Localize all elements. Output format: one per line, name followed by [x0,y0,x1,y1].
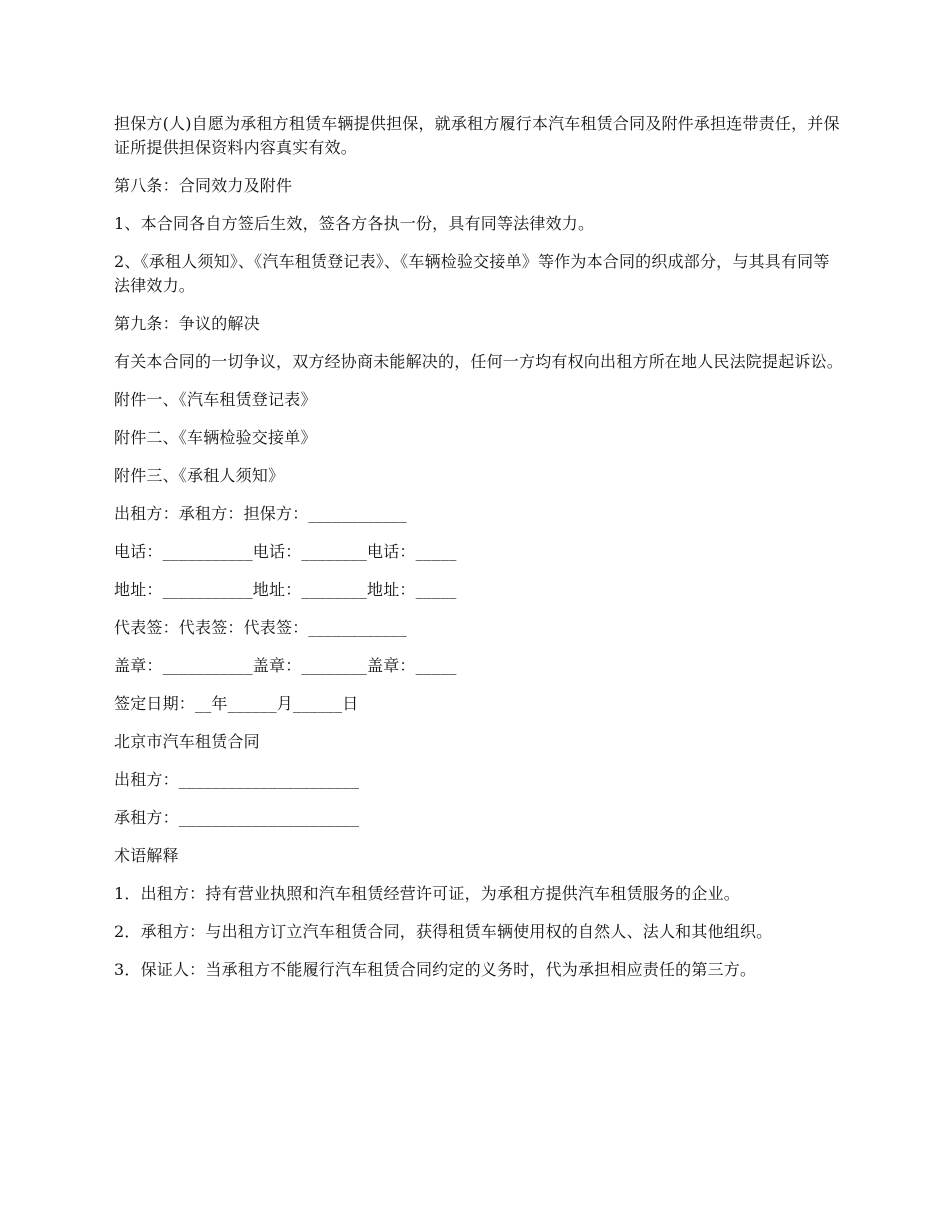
article-8-item-2: 2、《承租人须知》、《汽车租赁登记表》、《车辆检验交接单》等作为本合同的织成部分，与其具有同等法律效力。 [114,252,830,295]
signing-date-line: 签定日期：__年______月______日 [114,694,359,713]
document-page [114,112,844,996]
attachment-2: 附件二、《车辆检验交接单》 [114,428,317,447]
article-9-heading: 第九条：争议的解决 [114,314,260,333]
lessee-line: 承租方：______________________ [114,808,360,827]
address-line: 地址：___________地址：________地址：_____ [114,580,457,599]
phone-line: 电话：___________电话：________电话：_____ [114,542,457,561]
contract-title: 北京市汽车租赁合同 [114,732,260,751]
parties-line: 出租方：承租方：担保方：____________ [114,504,407,523]
lessor-line: 出租方：______________________ [114,770,360,789]
article-9-body: 有关本合同的一切争议，双方经协商未能解决的，任何一方均有权向出租方所在地人民法院提起诉讼。 [114,352,844,371]
article-8-item-1: 1、本合同各自方签后生效，签各方各执一份，具有同等法律效力。 [114,214,595,233]
representative-signature-line: 代表签：代表签：代表签：____________ [114,618,407,637]
article-8-heading: 第八条：合同效力及附件 [114,176,293,195]
attachment-3: 附件三、《承租人须知》 [114,466,285,485]
terminology-heading: 术语解释 [114,846,179,865]
seal-line: 盖章：___________盖章：________盖章：_____ [114,656,457,675]
attachment-1: 附件一、《汽车租赁登记表》 [114,390,317,409]
term-lessor-definition: 1．出租方：持有营业执照和汽车租赁经营许可证，为承租方提供汽车租赁服务的企业。 [114,884,740,903]
guarantor-clause-paragraph: 担保方(人)自愿为承租方租赁车辆提供担保，就承租方履行本汽车租赁合同及附件承担连带责任，并保证所提供担保资料内容真实有效。 [114,114,840,157]
term-lessee-definition: 2．承租方：与出租方订立汽车租赁合同，获得租赁车辆使用权的自然人、法人和其他组织。 [114,922,773,941]
term-guarantor-definition: 3．保证人：当承租方不能履行汽车租赁合同约定的义务时，代为承担相应责任的第三方。 [114,960,757,979]
